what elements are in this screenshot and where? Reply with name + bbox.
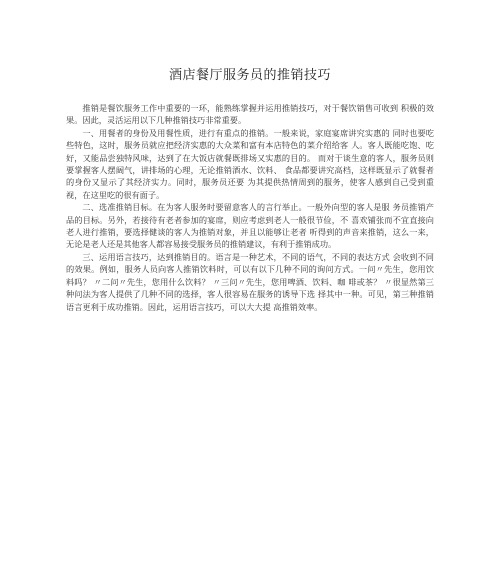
paragraph-section-3: 三、运用语言技巧，达到推销目的。语言是一种艺术，不同的语气，不同的表达方式 会收到不同的效果。例如，服务人员向客人推销饮料时，可以有以下几种不同的询问方式。一问〃先生，您用饮料吗？ 〃二问〃先生，您用什么饮料？ 〃三问〃先生，您用啤酒、饮料、咖 啡或茶？ 〃很显然第三种问法为客人提供了几种不同的选择，客人很容易在服务的诱导下选 择其中一种。可见，第三种推销语言更利于成功推销。因此，运用语言技巧，可以大大提 高推销效率。 bbox=[66, 251, 434, 312]
page-title: 酒店餐厅服务员的推销技巧 bbox=[168, 68, 331, 83]
paragraph-intro: 推销是餐饮服务工作中重要的一环，能熟练掌握并运用推销技巧，对于餐饮销售可收到 积极的效果。因此，灵活运用以下几种推销技巧非常重要。 bbox=[66, 103, 434, 126]
document-body bbox=[66, 102, 434, 313]
paragraph-section-2: 二、选准推销目标。在为客人服务时要留意客人的言行举止。一般外向型的客人是服 务员推销产品的目标。另外，若接待有老者参加的宴席，则应考虑到老人一般很节俭，不 喜欢铺张而不宜直接向老人进行推销，要选择健谈的客人为推销对象，并且以能够让老者 听得到的声音来推销，这么一来，无论是老人还是其他客人都容易接受服务员的推销建议，有利于推销成功。 bbox=[66, 202, 434, 250]
paragraph-section-1: 一、用餐者的身份及用餐性质，进行有重点的推销。一般来说，家庭宴席讲究实惠的 同时也要吃些特色，这时，服务员就应把经济实惠的大众菜和富有本店特色的菜介绍给客 人。客人既能吃饱、吃好，又能品尝独特风味，达到了在大饭店就餐既排场又实惠的目的。 而对于谈生意的客人，服务员则要掌握客人摆阔气，讲排场的心理，无论推销酒水、饮料、 食品都要讲究高档，这样既显示了就餐者的身份又显示了其经济实力。同时，服务员还要 为其提供热情周到的服务，使客人感到自己受到重视，在这里吃的很有面子。 bbox=[66, 127, 434, 200]
